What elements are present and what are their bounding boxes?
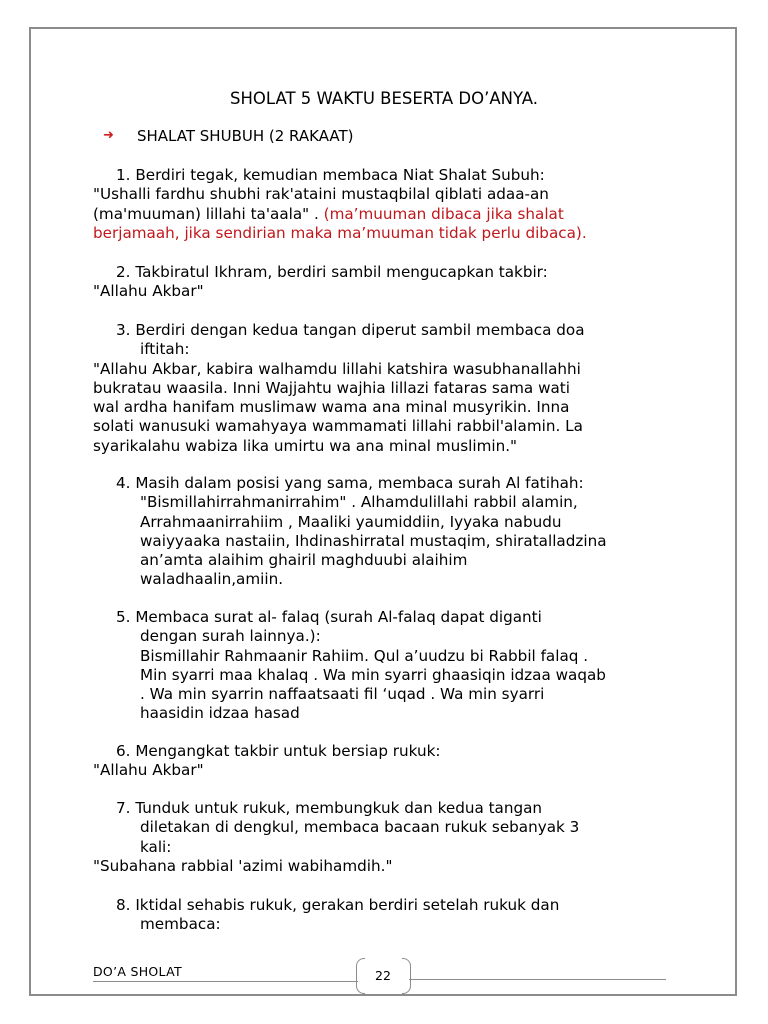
- footer-divider-right: [409, 979, 666, 980]
- step-1-note: (ma’muuman dibaca jika shalat: [323, 204, 564, 223]
- step-1-line-2: "Ushalli fardhu shubhi rak'ataini mustaqbilal qiblati adaa-an: [93, 185, 549, 204]
- step-5-line-5: . Wa min syarrin naffaatsaati fil ‘uqad . Wa min syarri: [140, 685, 545, 704]
- step-4-line-6: waladhaalin,amiin.: [140, 570, 284, 589]
- step-1-line-3: [93, 205, 683, 224]
- section-heading: [103, 126, 354, 146]
- step-6-line-1: 6. Mengangkat takbir untuk bersiap rukuk:: [116, 742, 441, 760]
- step-4-line-4: waiyyaaka nastaiin, Ihdinashirratal mustaqim, shiratalladzina: [140, 531, 607, 550]
- step-3-line-4: bukratau waasila. Inni Wajjahtu wajhia lillazi fataras sama wati: [93, 378, 570, 397]
- step-5-line-6: haasidin idzaa hasad: [140, 704, 300, 723]
- step-1-line-1: 1. Berdiri tegak, kemudian membaca Niat Shalat Subuh:: [116, 166, 545, 184]
- step-7-line-4: "Subahana rabbial 'azimi wabihamdih.": [93, 856, 393, 875]
- step-6: [93, 742, 683, 781]
- footer-divider-left: [93, 981, 358, 982]
- step-4-line-1: 4. Masih dalam posisi yang sama, membaca surah Al fatihah:: [116, 474, 584, 492]
- step-7-line-1: 7. Tunduk untuk rukuk, membungkuk dan kedua tangan: [116, 799, 543, 817]
- step-5-line-4: Min syarri maa khalaq . Wa min syarri ghaasiqin idzaa waqab: [140, 665, 606, 684]
- step-4-line-2: "Bismillahirrahmanirrahim" . Alhamdulillahi rabbil alamin,: [140, 493, 578, 512]
- step-2-line-2: "Allahu Akbar": [93, 282, 204, 301]
- step-3-line-3: "Allahu Akbar, kabira walhamdu lillahi katshira wasubhanallahhi: [93, 359, 581, 378]
- step-2: [93, 263, 683, 302]
- step-3-line-5: wal ardha hanifam muslimaw wama ana minal musyrikin. Inna: [93, 398, 570, 417]
- step-3-line-6: solati wanusuki wamahyaya wammamati lillahi rabbil'alamin. La: [93, 417, 583, 436]
- step-7: [93, 799, 683, 876]
- footer-label: DO’A SHOLAT: [93, 964, 182, 979]
- step-7-line-3: kali:: [140, 837, 172, 856]
- page-number: 22: [375, 968, 391, 983]
- step-5: [93, 608, 683, 724]
- step-3: [93, 321, 683, 456]
- step-2-line-1: 2. Takbiratul Ikhram, berdiri sambil mengucapkan takbir:: [116, 263, 548, 281]
- step-6-line-2: "Allahu Akbar": [93, 761, 204, 780]
- step-1: [93, 166, 683, 243]
- step-8: [93, 896, 683, 935]
- section-heading-label: SHALAT SHUBUH (2 RAKAAT): [137, 127, 354, 145]
- step-5-line-2: dengan surah lainnya.):: [140, 627, 321, 646]
- step-1-line-3-text: (ma'muuman) lillahi ta'aala" .: [93, 204, 324, 223]
- step-8-line-1: 8. Iktidal sehabis rukuk, gerakan berdiri setelah rukuk dan: [116, 896, 560, 914]
- step-1-note-cont: berjamaah, jika sendirian maka ma’muuman tidak perlu dibaca).: [93, 223, 587, 242]
- step-8-line-2: membaca:: [140, 915, 221, 934]
- step-3-line-2: iftitah:: [140, 340, 190, 359]
- step-5-line-3: Bismillahir Rahmaanir Rahiim. Qul a’uudzu bi Rabbil falaq .: [140, 646, 589, 665]
- step-5-line-1: 5. Membaca surat al- falaq (surah Al-falaq dapat diganti: [116, 608, 542, 626]
- step-7-line-2: diletakan di dengkul, membaca bacaan rukuk sebanyak 3: [140, 818, 580, 837]
- step-4-line-3: Arrahmaanirrahiim , Maaliki yaumiddiin, Iyyaka nabudu: [140, 512, 562, 531]
- step-3-line-1: 3. Berdiri dengan kedua tangan diperut sambil membaca doa: [116, 321, 585, 339]
- arrow-right-icon: ➜: [103, 128, 114, 143]
- step-4-line-5: an’amta alaihim ghairil maghduubi alaihim: [140, 551, 468, 570]
- step-4: [93, 474, 683, 590]
- step-3-line-7: syarikalahu wabiza lika umirtu wa ana minal muslimin.": [93, 436, 518, 455]
- page-title: SHOLAT 5 WAKTU BESERTA DO’ANYA.: [230, 89, 538, 108]
